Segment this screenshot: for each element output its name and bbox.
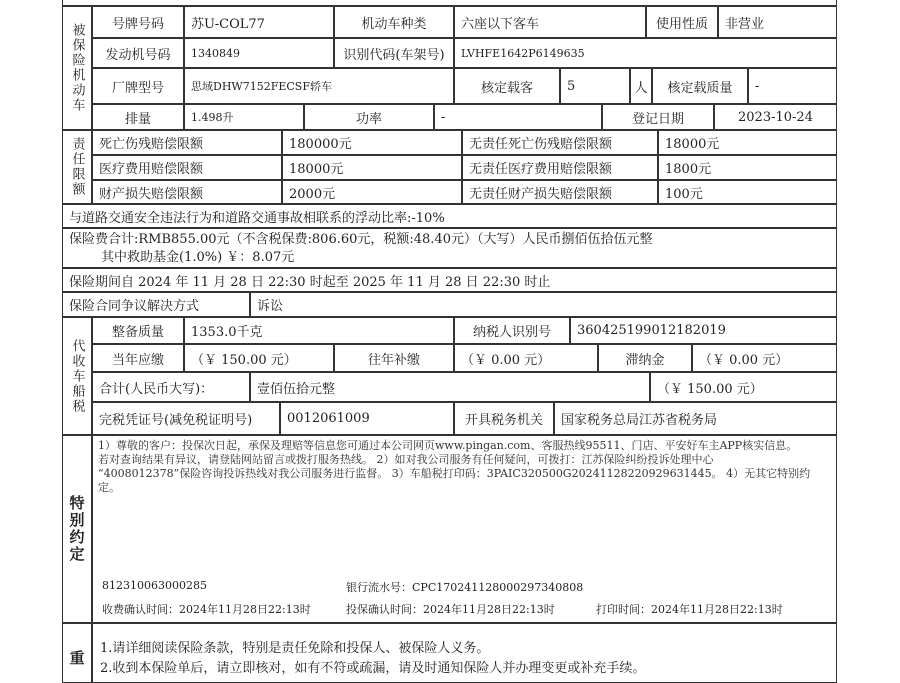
prior-years-value: （￥ 0.00 元） xyxy=(454,344,598,372)
print-time: 打印时间：2024年11月28日22:13时 xyxy=(596,603,783,616)
vin-value: LVHFE1642P6149635 xyxy=(454,38,837,68)
seats-label: 核定载客 xyxy=(454,68,560,104)
plate-value: 苏U-COL77 xyxy=(184,6,334,38)
power-value: - xyxy=(434,104,602,130)
rescue-fund: 其中救助基金(1.0%) ￥：8.07元 xyxy=(101,250,295,265)
nofault-value-2: 1800元 xyxy=(658,155,837,180)
nofault-label-1: 无责任死亡伤残赔偿限额 xyxy=(462,130,658,155)
dispute-label: 保险合同争议解决方式 xyxy=(62,292,250,317)
special-section-title: 特别约定 xyxy=(62,435,92,623)
special-text: 1）尊敬的客户：投保次日起，承保及理赔等信息您可通过本公司网页www.pingan.com、客服热线95511、门店、平安好车主APP核实信息。 若对查询结果有异议，请登陆网站留言或拨打服务热线。 2）如对我公司服务有任何疑问，可拨打：江苏保险纠纷投诉处理中心 “4008012378”保险咨询投诉热线对我公司服务进行监督。 3）车船税打印码：3PAIC320500G20241128220929631445。 4）无其它特别约 定。 xyxy=(98,439,811,494)
engine-value: 1340849 xyxy=(184,38,334,68)
usage-value: 非营业 xyxy=(718,6,837,38)
apply-time: 投保确认时间：2024年11月28日22:13时 xyxy=(346,603,555,616)
liability-value-1: 180000元 xyxy=(282,130,462,155)
current-year-label: 当年应缴 xyxy=(92,344,184,372)
policy-document xyxy=(62,0,837,675)
tax-total-label: 合计(人民币大写)： xyxy=(92,372,250,402)
current-year-value: （￥ 150.00 元） xyxy=(184,344,334,372)
nofault-label-3: 无责任财产损失赔偿限额 xyxy=(462,180,658,204)
liability-label-2: 医疗费用赔偿限额 xyxy=(92,155,282,180)
taxpayer-id-value: 360425199012182019 xyxy=(570,317,837,344)
tax-cert-label: 完税凭证号(减免税证明号) xyxy=(92,402,280,435)
model-value: 思域DHW7152FECSF轿车 xyxy=(184,68,454,104)
premium-total: 保险费合计:RMB855.00元（不含税保费:806.60元，税额:48.40元）（大写）人民币捌佰伍拾伍元整 xyxy=(69,232,653,247)
tax-office-value: 国家税务总局江苏省税务局 xyxy=(554,402,837,435)
insurance-period: 保险期间自 2024 年 11 月 28 日 22:30 时起至 2025 年 11 月 28 日 22:30 时止 xyxy=(62,268,837,292)
vehicle-section-title: 被保险机动车 xyxy=(62,6,92,130)
nofault-value-3: 100元 xyxy=(658,180,837,204)
curb-mass-value: 1353.0千克 xyxy=(184,317,454,344)
engine-label: 发动机号码 xyxy=(92,38,184,68)
bank-serial: 银行流水号：CPC17024112800029734080​8 xyxy=(346,581,584,594)
load-value: - xyxy=(748,68,837,104)
power-label: 功率 xyxy=(304,104,434,130)
late-fee-value: （￥ 0.00 元） xyxy=(692,344,837,372)
dispute-value: 诉讼 xyxy=(250,292,837,317)
usage-label: 使用性质 xyxy=(646,6,718,38)
receipt-time: 收费确认时间：2024年11月28日22:13时 xyxy=(102,603,311,616)
load-label: 核定载质量 xyxy=(652,68,748,104)
model-label: 厂牌型号 xyxy=(92,68,184,104)
nofault-label-2: 无责任医疗费用赔偿限额 xyxy=(462,155,658,180)
tax-section-title: 代收车船税 xyxy=(62,317,92,435)
notice-line-2: 2.收到本保险单后，请立即核对，如有不符或疏漏，请及时通知保险人并办理变更或补充手续。 xyxy=(100,661,646,676)
late-fee-label: 滞纳金 xyxy=(598,344,692,372)
displacement-value: 1.498升 xyxy=(184,104,304,130)
seats-unit: 人 xyxy=(630,68,652,104)
vehicle-type-label: 机动车种类 xyxy=(334,6,454,38)
liability-label-1: 死亡伤残赔偿限额 xyxy=(92,130,282,155)
displacement-label: 排量 xyxy=(92,104,184,130)
plate-label: 号牌号码 xyxy=(92,6,184,38)
notice-section-title: 重 xyxy=(62,623,92,683)
float-ratio: 与道路交通安全违法行为和道路交通事故相联系的浮动比率:-10% xyxy=(62,204,837,228)
tax-office-label: 开具税务机关 xyxy=(454,402,554,435)
special-code: 812310063000285 xyxy=(102,579,207,592)
curb-mass-label: 整备质量 xyxy=(92,317,184,344)
liability-label-3: 财产损失赔偿限额 xyxy=(92,180,282,204)
premium-box xyxy=(62,228,837,268)
liability-value-3: 2000元 xyxy=(282,180,462,204)
tax-total-amount: （￥ 150.00 元） xyxy=(650,372,837,402)
vin-label: 识别代码(车架号) xyxy=(334,38,454,68)
register-date-value: 2023-10-24 xyxy=(714,104,837,130)
prior-years-label: 往年补缴 xyxy=(334,344,454,372)
vehicle-type-value: 六座以下客车 xyxy=(454,6,646,38)
tax-cert-value: 0012061009 xyxy=(280,402,454,435)
tax-total-words: 壹佰伍拾元整 xyxy=(250,372,650,402)
liability-section-title: 责任限额 xyxy=(62,130,92,204)
nofault-value-1: 18000元 xyxy=(658,130,837,155)
seats-value: 5 xyxy=(560,68,630,104)
taxpayer-id-label: 纳税人识别号 xyxy=(454,317,570,344)
register-date-label: 登记日期 xyxy=(602,104,714,130)
liability-value-2: 18000元 xyxy=(282,155,462,180)
notice-line-1: 1.请详细阅读保险条款，特别是责任免除和投保人、被保险人义务。 xyxy=(100,641,490,656)
